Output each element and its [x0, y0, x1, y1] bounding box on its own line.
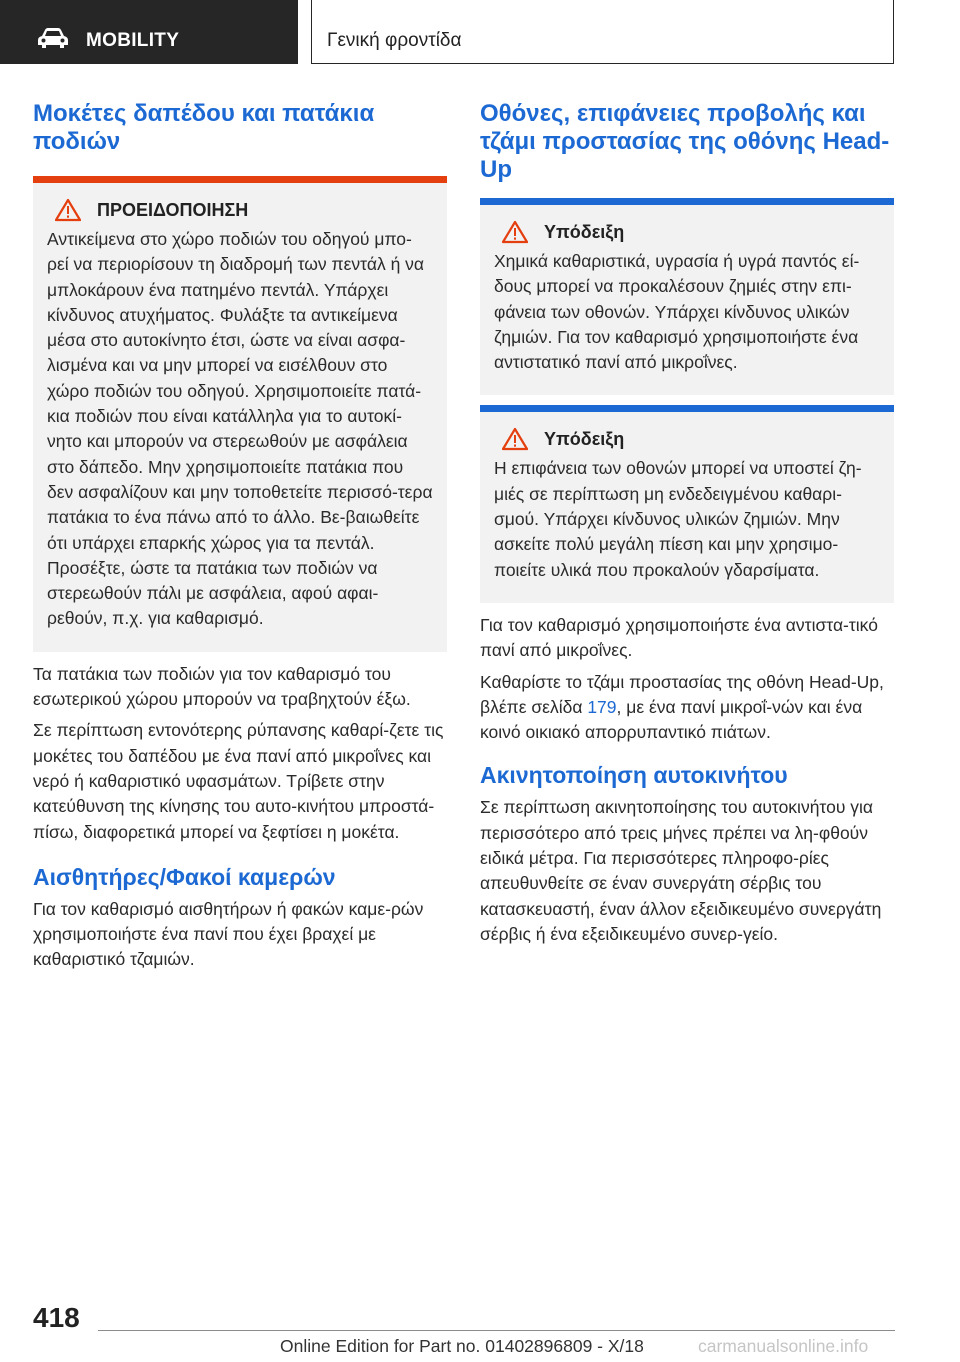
- paragraph-vehicle-storage: Σε περίπτωση ακινητοποίησης του αυτοκινήτου για περισσότερο από τρεις μήνες πρέπει να λη-φθούν ειδικά μέτρα. Για περισσότερες πληροφο-ρίες απευθυνθείτε σε έναν συνεργάτη σέρβις του κατασκευαστή, έναν άλλον εξειδικευμένο συνεργάτη σέρβις ή ένα εξειδικευμένο συνερ-γείο.: [480, 797, 882, 944]
- paragraph-mats-removal: Τα πατάκια των ποδιών για τον καθαρισμό του εσωτερικού χώρου μπορούν να τραβηχτούν έξω.: [33, 663, 411, 710]
- car-icon: [36, 27, 70, 49]
- header-section-tab: [0, 0, 298, 64]
- heading-sensors-cameras: Αισθητήρες/Φακοί καμερών: [33, 863, 336, 890]
- text-after-link: , με ένα πανί μικροΐ-νών και ένα κοινό οικιακό απορρυπαντικό πιάτων.: [480, 696, 863, 743]
- header-section-title: MOBILITY: [86, 30, 180, 51]
- warning-text: Αντικείμενα στο χώρο ποδιών του οδηγού μπο-ρεί να περιορίσουν τη διαδρομή των πεντάλ ή να μπλοκάρουν ένα πατημένο πεντάλ. Υπάρχει κίνδυνος ατυχήματος. Φυλάξτε τα αντικείμενα μέσα στο αυτοκίνητο έτσι, ώστε να είναι ασφα-λισμένα και να μην μπορεί να εισέλθουν στο χώρο ποδιών του οδηγού. Χρησιμοποιείτε πατά-κια ποδιών που είναι κατάλληλα για το αυτοκί-νητο και μπορούν να στερεωθούν με ασφάλεια στο δάπεδο. Μην χρησιμοποιείτε πατάκια που δεν ασφαλίζουν και μην τοποθετείτε περισσό-τερα πατάκια το ένα πάνω από το άλλο. Βε-βαιωθείτε ότι υπάρχει επαρκής χώρος για τα πεντάλ. Προσέξτε, ώστε τα πατάκια των ποδιών να στερεωθούν πάλι με ασφάλεια, αφού αφαι-ρεθούν, π.χ. για καθαρισμό.: [47, 229, 433, 629]
- page-number: 418: [33, 1302, 80, 1333]
- footer-divider: [98, 1330, 895, 1331]
- watermark: carmanualsonline.info: [698, 1336, 869, 1356]
- warning-triangle-icon: [502, 220, 528, 244]
- text-before-link: Καθαρίστε το τζάμι προστασίας της οθόνη Head-Up, βλέπε σελίδα: [480, 671, 884, 717]
- warning-triangle-icon: [55, 198, 81, 222]
- warning-box: [33, 176, 447, 652]
- paragraph-sensors-cleaning: Για τον καθαρισμό αισθητήρων ή φακών καμε-ρών χρησιμοποιήστε ένα πανί που έχει βραχεί με καθαριστικό τζαμιών.: [33, 898, 424, 970]
- paragraph-mats-cleaning: Σε περίπτωση εντονότερης ρύπανσης καθαρί-ζετε τις μοκέτες του δαπέδου με ένα πανί από μικροΐνες και νερό ή καθαριστικό υφασμάτων. Τρίβετε στην κατεύθυνση της κίνησης του αυτο-κινήτου μπροστά-πίσω, διαφορετικά μπορεί να ξεφτίσει η μοκέτα.: [33, 720, 444, 842]
- heading-floor-mats: Μοκέτες δαπέδου και πατάκια ποδιών: [33, 100, 375, 155]
- page-reference-link[interactable]: 179: [587, 696, 617, 717]
- note-text: Η επιφάνεια των οθονών μπορεί να υποστεί ζη-μιές σε περίπτωση μη ενδεδειγμένου καθαρι-σμού. Υπάρχει κίνδυνος υλικών ζημιών. Μην ασκείτε πολύ μεγάλη πίεση και μην χρησιμο-ποιείτε υλικά που προκαλούν γδαρσίματα.: [494, 458, 862, 580]
- note-box-pressure: [480, 405, 894, 602]
- header-chapter-title: Γενική φροντίδα: [327, 30, 462, 51]
- note-text: Χημικά καθαριστικά, υγρασία ή υγρά παντός εί-δους μπορεί να προκαλέσουν ζημιές στην επι-φάνεια των οθονών. Υπάρχει κίνδυνος υλικών ζημιών. Για τον καθαρισμό χρησιμοποιήστε ένα αντιστατικό πανί από μικροΐνες.: [494, 251, 860, 373]
- note-title: Υπόδειξη: [544, 221, 625, 242]
- warning-triangle-icon: [502, 427, 528, 451]
- note-box-chemicals: [480, 198, 894, 395]
- header-chapter-box: [311, 0, 894, 64]
- warning-title: ΠΡΟΕΙΔΟΠΟΙΗΣΗ: [97, 199, 249, 220]
- edition-info: Online Edition for Part no. 01402896809 - X/18: [280, 1336, 644, 1356]
- note-title: Υπόδειξη: [544, 428, 625, 449]
- paragraph-headup-cleaning: [480, 670, 894, 746]
- heading-vehicle-storage: Ακινητοποίηση αυτοκινήτου: [480, 762, 788, 789]
- left-column: [33, 100, 447, 973]
- paragraph-display-cleaning: Για τον καθαρισμό χρησιμοποιήστε ένα αντιστα-τικό πανί από μικροΐνες.: [480, 614, 878, 661]
- heading-displays: Οθόνες, επιφάνειες προβολής και τζάμι προστασίας της οθόνης Head-Up: [480, 100, 890, 183]
- right-column: [480, 100, 894, 947]
